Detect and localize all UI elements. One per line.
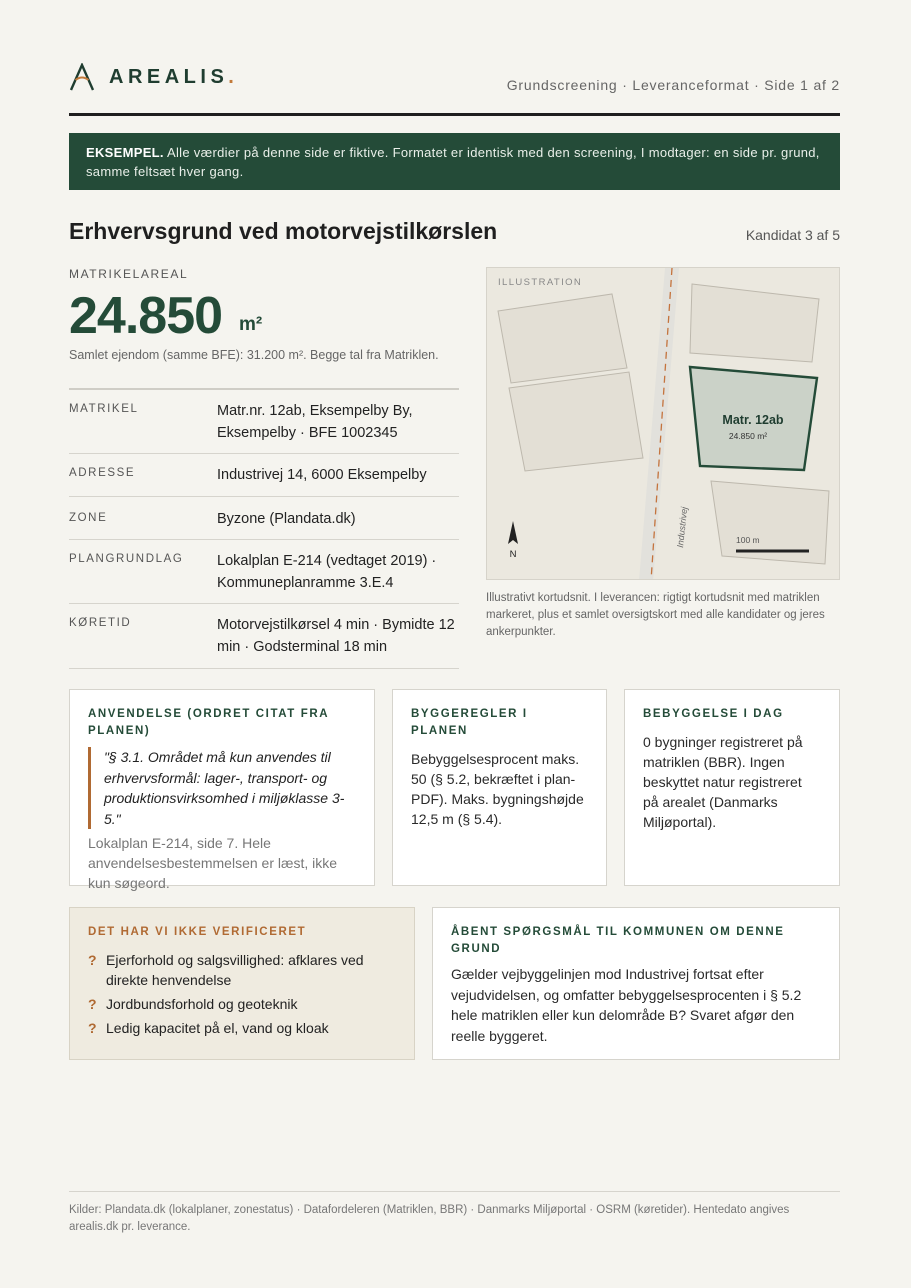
card-body: Gælder vejbyggelinjen mod Industrivej fortsat efter vejudvidelsen, og omfatter bebyggelsesprocenten i § 5.2 hele matriklen eller kun delområde B? Svaret afgør den reelle byggeret. <box>451 966 802 1044</box>
list-item <box>88 950 396 990</box>
plan-quote: "§ 3.1. Området må kun anvendes til erhvervsformål: lager-, transport- og produktionsvirksomhed i miljøklasse 3-5." <box>88 747 356 829</box>
card-title: BYGGEREGLER I PLANEN <box>411 708 528 737</box>
neighbor-block <box>509 372 643 471</box>
fact-value: Industrivej 14, 6000 Eksempelby <box>217 467 427 483</box>
map-svg <box>487 268 840 580</box>
logo <box>69 62 238 92</box>
unverified-list <box>88 950 396 1038</box>
neighbor-block <box>498 294 627 383</box>
fact-row-koeretid <box>69 604 459 669</box>
north-arrow-icon <box>508 521 518 544</box>
north-label: N <box>509 549 517 560</box>
fact-value: Matr.nr. 12ab, Eksempelby By, Eksempelby · BFE 1002345 <box>217 403 413 441</box>
header-meta: Grundscreening · Leveranceformat · Side 1 af 2 <box>506 77 840 93</box>
question-mark-icon: ? <box>88 952 97 968</box>
card-byggeregler <box>392 689 607 886</box>
card-not-verified <box>69 907 415 1060</box>
fact-label: MATRIKEL <box>69 403 139 415</box>
road <box>639 268 679 580</box>
area-note: Samlet ejendom (samme BFE): 31.200 m². Begge tal fra Matriklen. <box>69 348 439 362</box>
fact-row-zone <box>69 497 459 540</box>
area-value: 24.850 <box>69 287 223 345</box>
card-title: BEBYGGELSE I DAG <box>643 708 784 720</box>
fact-label: ZONE <box>69 512 108 524</box>
scale-label: 100 m <box>736 535 760 545</box>
list-item-text: Ledig kapacitet på el, vand og kloak <box>106 1020 329 1036</box>
card-title: ANVENDELSE (ORDRET CITAT FRA PLANEN) <box>88 708 329 737</box>
area-unit: m² <box>239 314 263 335</box>
parcel-name: Matr. 12ab <box>722 413 784 427</box>
card-body: 0 bygninger registreret på matriklen (BBR). Ingen beskyttet natur registreret på arealet (Danmarks Miljøportal). <box>643 734 803 830</box>
card-anvendelse <box>69 689 375 891</box>
page-title: Erhvervsgrund ved motorvejstilkørslen <box>69 218 498 244</box>
question-mark-icon: ? <box>88 996 97 1012</box>
parcel-area: 24.850 m² <box>728 431 768 441</box>
map-illustration <box>486 267 840 580</box>
neighbor-block <box>690 284 819 362</box>
card-title: DET HAR VI IKKE VERIFICERET <box>88 926 307 938</box>
fact-row-matrikel <box>69 390 459 454</box>
brand-name: AREALIS. <box>109 65 239 88</box>
card-title: ÅBENT SPØRGSMÅL TIL KOMMUNEN OM DENNE GRUND <box>451 926 785 955</box>
fact-label: ADRESSE <box>69 467 136 479</box>
card-body: Bebyggelsesprocent maks. 50 (§ 5.2, bekræftet i plan-PDF). Maks. bygningshøjde 12,5 m (§ 5.4). <box>411 751 584 827</box>
list-item-text: Jordbundsforhold og geoteknik <box>106 996 298 1012</box>
fact-label: KØRETID <box>69 617 132 629</box>
map-caption: Illustrativt kortudsnit. I leverancen: rigtigt kortudsnit med matriklen markeret, plus et samlet oversigtskort med alle kandidater og jeres ankerpunkter. <box>486 592 825 638</box>
arealis-logo-icon <box>69 63 95 91</box>
candidate-counter: Kandidat 3 af 5 <box>745 227 840 243</box>
map-label: ILLUSTRATION <box>498 277 583 288</box>
fact-label: PLANGRUNDLAG <box>69 553 184 565</box>
banner-bold: EKSEMPEL. <box>86 145 164 160</box>
card-bebyggelse <box>624 689 840 886</box>
list-item <box>88 1018 396 1038</box>
list-item <box>88 994 396 1014</box>
sources-footer: Kilder: Plandata.dk (lokalplaner, zonestatus) · Datafordeleren (Matriklen, BBR) · Danmarks Miljøportal · OSRM (køretider). Hentedato angives arealis.dk pr. leverance. <box>69 1191 840 1236</box>
banner-text: Alle værdier på denne side er fiktive. Formatet er identisk med den screening, I modtager: en side pr. grund, samme feltsæt hver gang. <box>86 145 820 179</box>
fact-row-plangrundlag <box>69 540 459 604</box>
area-label: MATRIKELAREAL <box>69 267 189 281</box>
example-banner <box>69 133 840 190</box>
road-name: Industrivej <box>675 506 690 549</box>
page-header <box>69 60 840 116</box>
fact-value: Motorvejstilkørsel 4 min · Bymidte 12 min · Godsterminal 18 min <box>217 617 455 655</box>
facts-table <box>69 388 459 669</box>
fact-value: Lokalplan E-214 (vedtaget 2019) · Kommuneplanramme 3.E.4 <box>217 553 437 591</box>
card-open-question <box>432 907 840 1060</box>
quote-source: Lokalplan E-214, side 7. Hele anvendelsesbestemmelsen er læst, ikke kun søgeord. <box>88 835 338 891</box>
brand-dot: . <box>228 65 239 88</box>
list-item-text: Ejerforhold og salgsvillighed: afklares ved direkte henvendelse <box>106 952 364 988</box>
fact-row-adresse <box>69 454 459 497</box>
question-mark-icon: ? <box>88 1020 97 1036</box>
fact-value: Byzone (Plandata.dk) <box>217 511 356 527</box>
